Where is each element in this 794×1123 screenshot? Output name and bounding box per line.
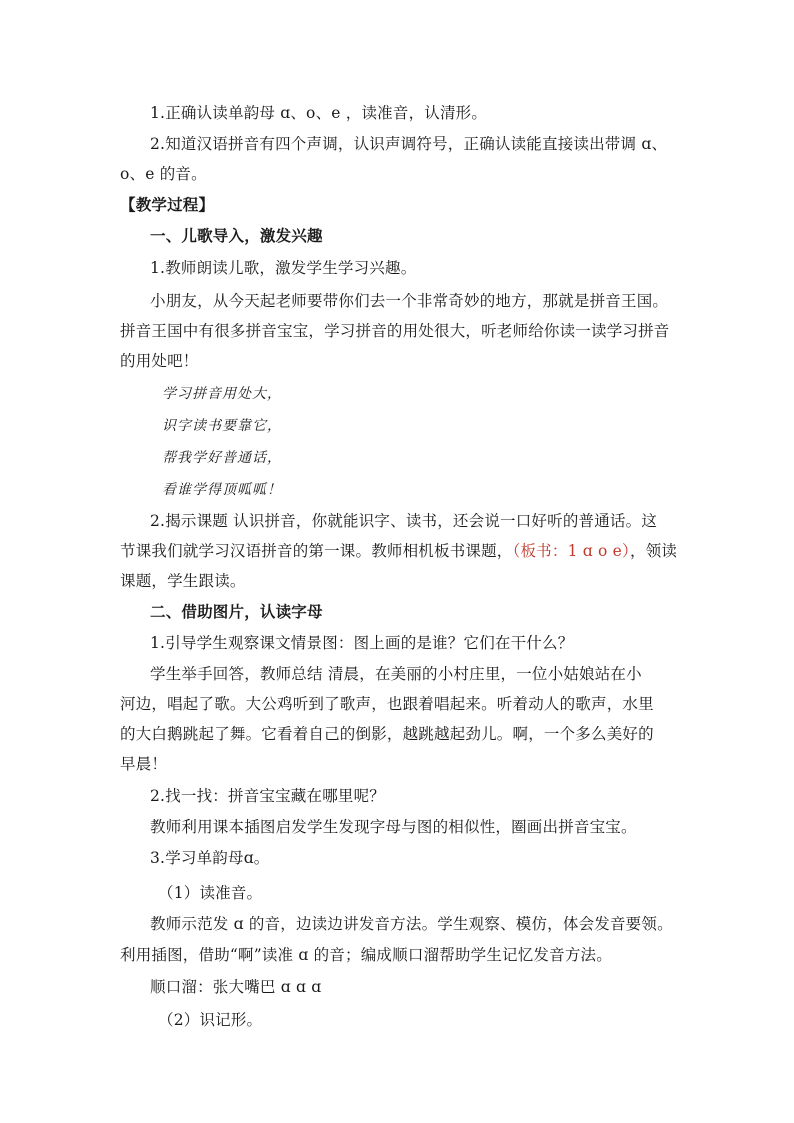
reveal-line-2-text: 节课我们就学习汉语拼音的第一课。教师相机板书课题， [120,542,513,560]
reveal-line-1: 2.揭示课题 认识拼音，你就能识字、读书，还会说一口好听的普通话。这 [150,512,658,530]
objective-2-line-2: o、e 的音。 [120,165,207,183]
read-title: （1）读准音。 [158,884,263,902]
poem-line-2: 识字读书要靠它， [162,418,282,434]
intro-line-2: 拼音王国中有很多拼音宝宝，学习拼音的用处很大，听老师给你读一读学习拼音 [120,322,670,340]
poem-line-3: 帮我学好普通话， [162,450,282,466]
story-line-2: 河边，唱起了歌。大公鸡听到了歌声，也跟着唱起来。听着动人的歌声，水里 [120,695,654,713]
intro-line-3: 的用处吧！ [120,352,199,370]
heading-2: 二、借助图片，认读字母 [150,603,323,621]
learn-a-title: 3.学习单韵母ɑ。 [150,849,270,867]
story-line-4: 早晨！ [120,755,168,773]
read-line-2: 利用插图，借助“啊”读准 ɑ 的音；编成顺口溜帮助学生记忆发音方法。 [120,946,612,964]
find-title: 2.找一找：拼音宝宝藏在哪里呢？ [150,787,385,805]
reveal-line-3: 课题，学生跟读。 [120,572,246,590]
reveal-line-2-tail: ，领读 [630,542,678,560]
step-1-1: 1.教师朗读儿歌，激发学生学习兴趣。 [150,259,417,277]
find-body: 教师利用课本插图启发学生发现字母与图的相似性，圈画出拼音宝宝。 [150,818,637,836]
board-note: （板书：1 ɑ o e） [512,542,630,560]
story-line-3: 的大白鹅跳起了舞。它看着自己的倒影，越跳越起劲儿。啊，一个多么美好的 [120,725,654,743]
objective-1: 1.正确认读单韵母 ɑ、o、e ，读准音，认清形。 [150,104,488,122]
shape-title: （2）识记形。 [158,1011,263,1029]
step-2-1: 1.引导学生观察课文情景图：图上画的是谁？它们在干什么？ [150,634,574,652]
section-title: 【教学过程】 [120,196,215,214]
rhyme-line: 顺口溜：张大嘴巴 ɑ ɑ ɑ [150,978,322,996]
story-line-1: 学生举手回答，教师总结 清晨，在美丽的小村庄里，一位小姑娘站在小 [150,665,642,683]
poem-line-4: 看谁学得顶呱呱！ [162,482,282,498]
objective-2-line-1: 2.知道汉语拼音有四个声调，认识声调符号，正确认读能直接读出带调 ɑ、 [150,135,668,153]
reveal-line-2 [120,541,677,561]
heading-1: 一、儿歌导入，激发兴趣 [150,227,323,245]
intro-line-1: 小朋友，从今天起老师要带你们去一个非常奇妙的地方，那就是拼音王国。 [150,292,669,310]
poem-line-1: 学习拼音用处大， [162,386,282,402]
read-line-1: 教师示范发 ɑ 的音，边读边讲发音方法。学生观察、模仿，体会发音要领。 [150,915,673,933]
